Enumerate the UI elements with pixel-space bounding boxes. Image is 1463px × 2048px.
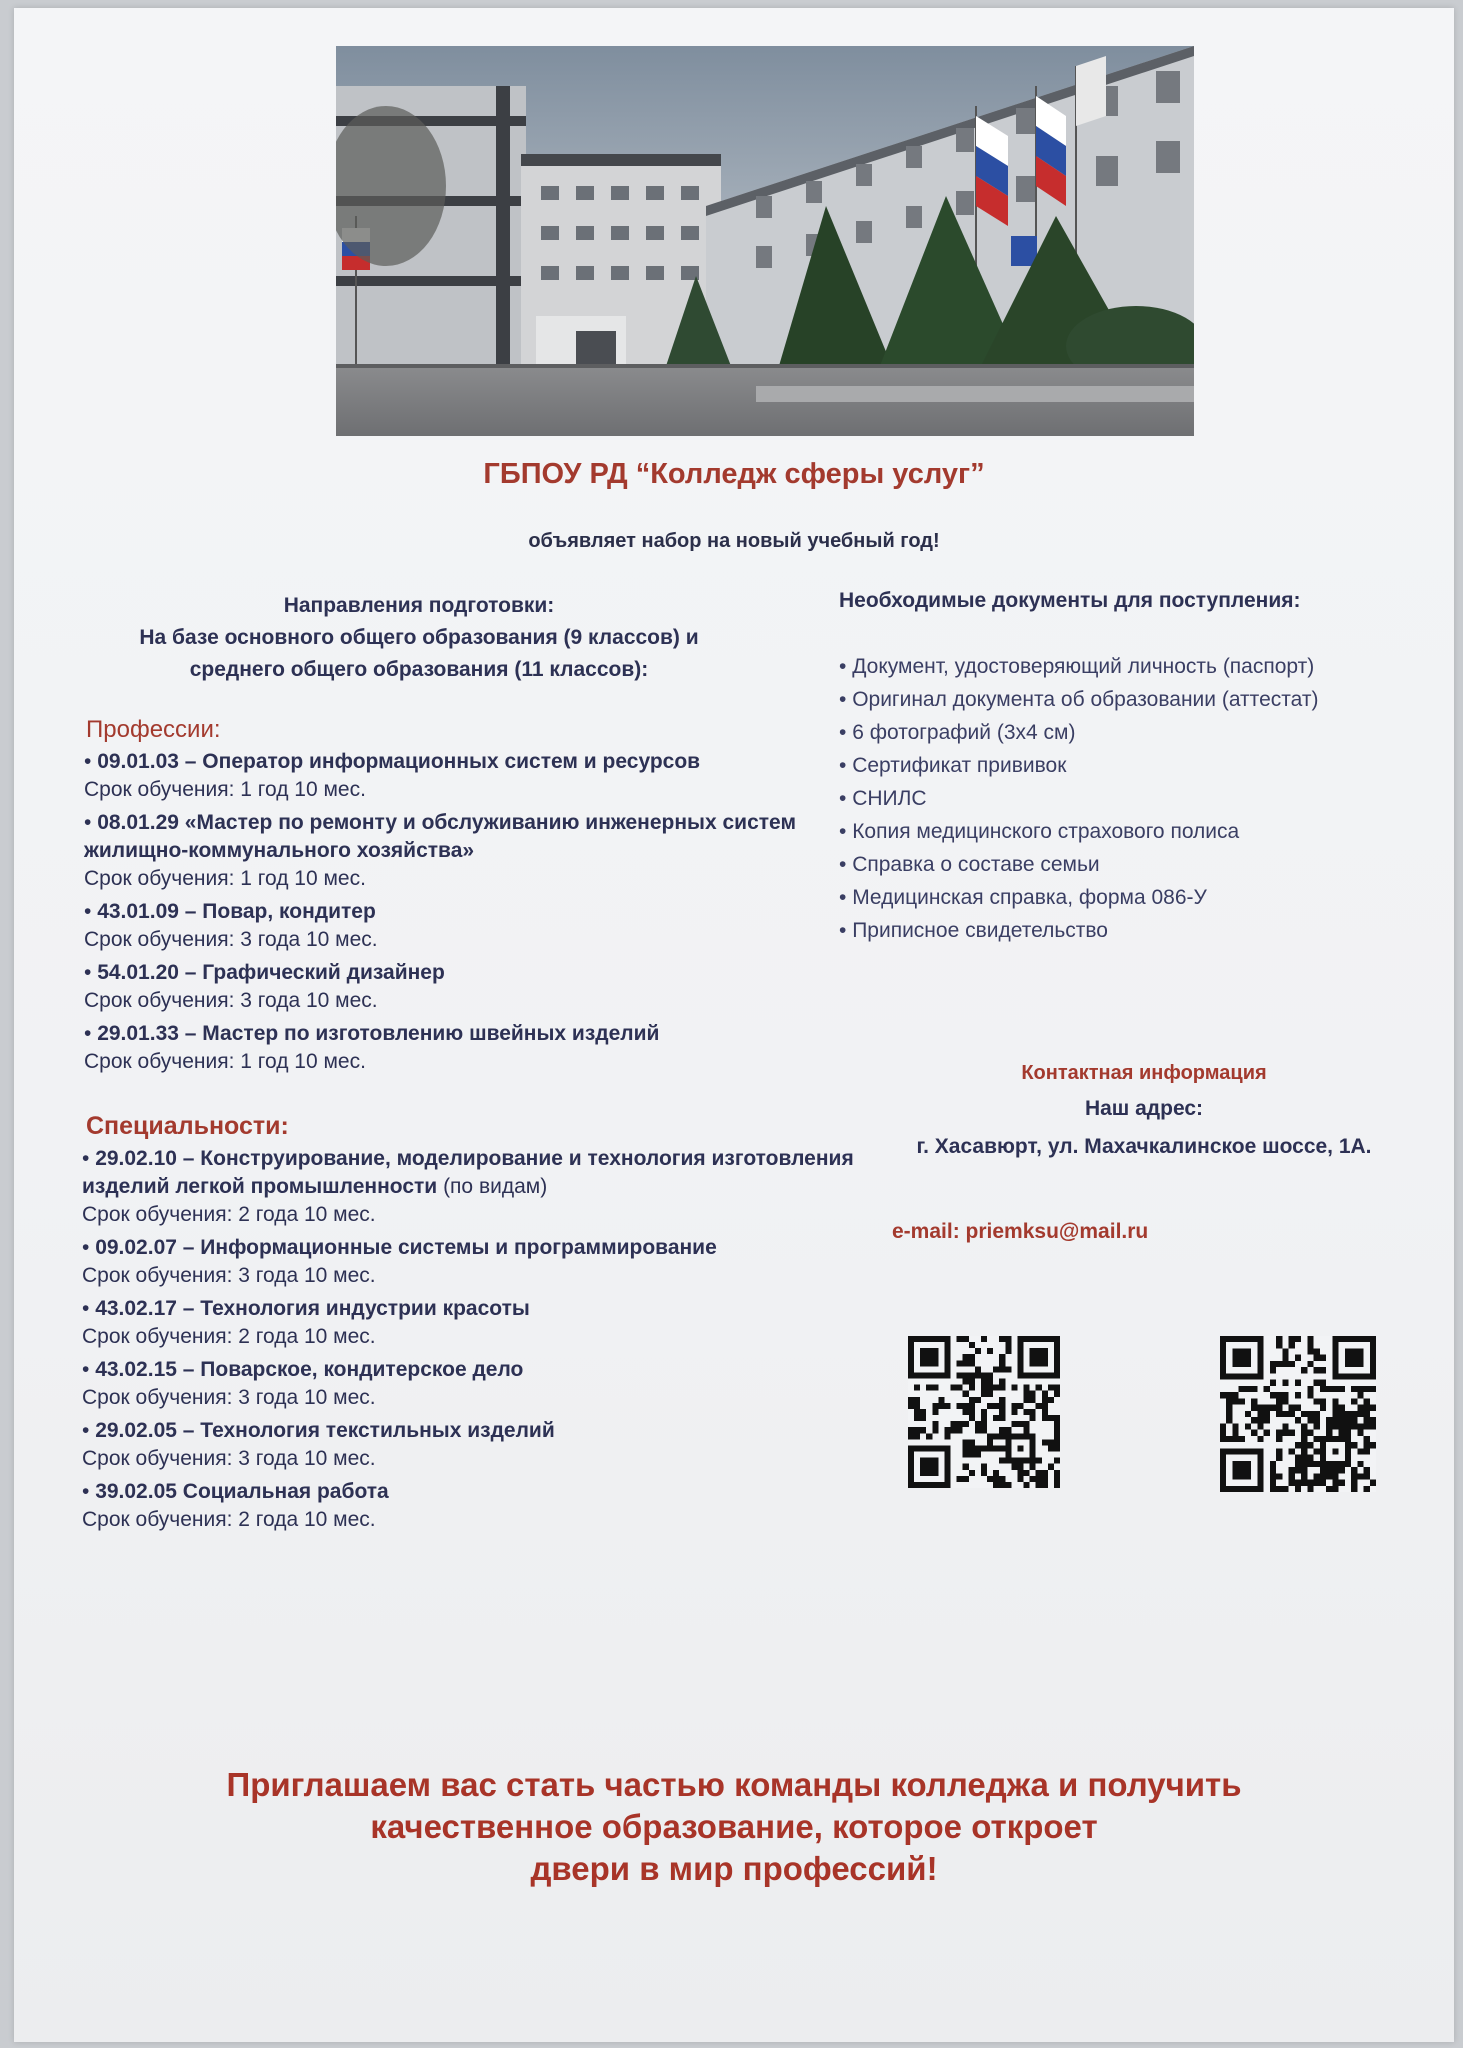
specialty-duration: Срок обучения: 3 года 10 мес. — [82, 1264, 376, 1287]
invitation-line: качественное образование, которое откроет — [370, 1808, 1098, 1845]
profession-duration: Срок обучения: 3 года 10 мес. — [84, 989, 378, 1012]
bullet-icon: • — [839, 721, 853, 744]
bullet-icon: • — [839, 754, 853, 777]
invitation-block — [14, 1764, 1454, 1890]
invitation-line: Приглашаем вас стать частью команды колледжа и получить — [226, 1766, 1242, 1803]
bullet-icon: • — [82, 1236, 96, 1259]
professions-heading: Профессии: — [86, 716, 221, 743]
bullet-icon: • — [839, 787, 853, 810]
bullet-icon: • — [84, 750, 98, 773]
specialty-duration: Срок обучения: 3 года 10 мес. — [82, 1447, 376, 1470]
specialties-list — [82, 1145, 862, 1534]
email-link[interactable]: priemksu@mail.ru — [965, 1220, 1149, 1243]
documents-heading: Необходимые документы для поступления: — [839, 589, 1301, 612]
specialty-item: • 43.02.17 – Технология индустрии красоты — [82, 1297, 530, 1320]
bullet-icon: • — [82, 1419, 96, 1442]
profession-item: • 54.01.20 – Графический дизайнер — [84, 961, 445, 984]
directions-basis-line2: среднего общего образования (11 классов): — [189, 658, 649, 681]
specialty-duration: Срок обучения: 3 года 10 мес. — [82, 1386, 376, 1409]
address-text: г. Хасавюрт, ул. Махачкалинское шоссе, 1А. — [916, 1135, 1372, 1158]
qr-code-icon[interactable] — [908, 1336, 1060, 1493]
invitation-line: двери в мир профессий! — [530, 1850, 938, 1887]
profession-item: • 08.01.29 «Мастер по ремонту и обслуживанию инженерных систем жилищно-коммунального хозяйства» — [84, 811, 796, 862]
contact-heading: Контактная информация — [1021, 1062, 1267, 1084]
professions-list — [84, 748, 844, 1076]
profession-duration: Срок обучения: 3 года 10 мес. — [84, 928, 378, 951]
directions-block — [54, 590, 784, 686]
bullet-icon: • — [82, 1147, 96, 1170]
document-item: • СНИЛС — [839, 787, 927, 810]
bullet-icon: • — [84, 961, 98, 984]
profession-item: • 29.01.33 – Мастер по изготовлению швейных изделий — [84, 1022, 660, 1045]
specialty-item: • 29.02.05 – Технология текстильных изделий — [82, 1419, 555, 1442]
programs-column — [54, 590, 854, 1539]
document-item: • Оригинал документа об образовании (аттестат) — [839, 688, 1319, 711]
document-item: • Медицинская справка, форма 086-У — [839, 886, 1207, 909]
document-item: • Копия медицинского страхового полиса — [839, 820, 1240, 843]
bullet-icon: • — [84, 1022, 98, 1045]
bullet-icon: • — [839, 853, 853, 876]
document-item: • Сертификат прививок — [839, 754, 1067, 777]
profession-item: • 09.01.03 – Оператор информационных систем и ресурсов — [84, 750, 701, 773]
page-title: ГБПОУ РД “Колледж сферы услуг” — [483, 458, 985, 490]
bullet-icon: • — [839, 919, 853, 942]
college-building-photo — [336, 46, 1194, 436]
bullet-icon: • — [839, 820, 853, 843]
bullet-icon: • — [84, 811, 98, 834]
bullet-icon: • — [839, 688, 853, 711]
profession-duration: Срок обучения: 1 год 10 мес. — [84, 1050, 366, 1073]
specialty-item: • 39.02.05 Социальная работа — [82, 1480, 389, 1503]
specialty-item: • 29.02.10 – Конструирование, моделирование и технология изготовления изделий легкой промышленности (по видам) — [82, 1147, 854, 1198]
address-label: Наш адрес: — [1084, 1097, 1204, 1120]
documents-column — [839, 586, 1439, 947]
flyer-sheet — [14, 8, 1454, 2042]
document-item: • Справка о составе семьи — [839, 853, 1100, 876]
bullet-icon: • — [839, 655, 853, 678]
document-item: • Документ, удостоверяющий личность (паспорт) — [839, 655, 1315, 678]
contact-block — [844, 1062, 1444, 1159]
email-label: e-mail: — [892, 1220, 960, 1243]
email-line — [892, 1220, 1148, 1244]
bullet-icon: • — [839, 886, 853, 909]
specialty-item: • 09.02.07 – Информационные системы и программирование — [82, 1236, 717, 1259]
profession-duration: Срок обучения: 1 год 10 мес. — [84, 778, 366, 801]
qr-code-icon[interactable] — [1220, 1336, 1376, 1497]
page-subtitle: объявляет набор на новый учебный год! — [528, 530, 940, 552]
documents-list — [839, 650, 1439, 947]
specialty-duration: Срок обучения: 2 года 10 мес. — [82, 1325, 376, 1348]
document-item: • Приписное свидетельство — [839, 919, 1108, 942]
bullet-icon: • — [82, 1480, 96, 1503]
profession-duration: Срок обучения: 1 год 10 мес. — [84, 867, 366, 890]
document-item: • 6 фотографий (3х4 см) — [839, 721, 1076, 744]
bullet-icon: • — [82, 1297, 96, 1320]
bullet-icon: • — [84, 900, 98, 923]
directions-heading: Направления подготовки: — [283, 594, 555, 617]
profession-item: • 43.01.09 – Повар, кондитер — [84, 900, 376, 923]
specialty-duration: Срок обучения: 2 года 10 мес. — [82, 1203, 376, 1226]
specialties-heading: Специальности: — [86, 1112, 289, 1140]
specialty-item: • 43.02.15 – Поварское, кондитерское дело — [82, 1358, 524, 1381]
bullet-icon: • — [82, 1358, 96, 1381]
directions-basis-line1: На базе основного общего образования (9 классов) и — [139, 626, 699, 649]
specialty-duration: Срок обучения: 2 года 10 мес. — [82, 1508, 376, 1531]
